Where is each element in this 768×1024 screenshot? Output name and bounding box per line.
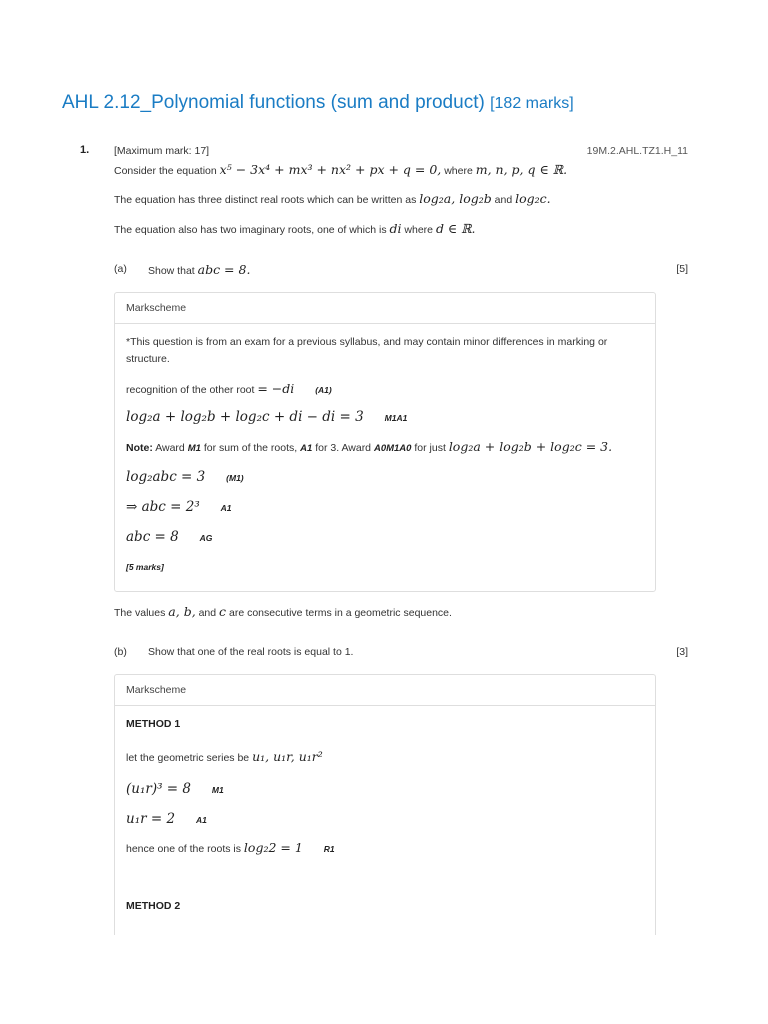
ms-b-line-2-math: (u₁r)³ = 8 [126, 781, 191, 797]
roots-pre: The equation has three distinct real roots which can be written as [114, 194, 417, 206]
roots-math: log₂a, log₂b [419, 191, 492, 206]
ms-a-line-1-mark: (A1) [315, 385, 332, 395]
ms-a-note-t4: for just [414, 442, 446, 454]
ms-a-line-1-math: = −di [257, 381, 295, 396]
ms-a-line-5-math: abc = 8 [126, 529, 179, 545]
ms-a-line-1 [126, 381, 332, 396]
between-and: and [198, 607, 217, 619]
ms-a-line-5 [126, 529, 212, 545]
question-number: 1. [80, 144, 90, 156]
markscheme-a [114, 292, 656, 592]
markscheme-b-header: Markscheme [115, 675, 655, 706]
part-a-text-pre: Show that [148, 265, 195, 277]
ms-a-note-math: log₂a + log₂b + log₂c = 3. [448, 439, 613, 454]
ms-a-line-2-mark: M1A1 [384, 413, 408, 423]
roots-and: and [494, 194, 513, 206]
total-marks: [182 marks] [490, 95, 574, 112]
ms-a-note-a0: A0M1A0 [373, 443, 412, 454]
markscheme-a-header: Markscheme [115, 293, 655, 324]
ms-a-note-line-2: structure. [126, 353, 170, 365]
ms-b-line-3-mark: A1 [195, 815, 207, 825]
part-b-marks: [3] [676, 646, 688, 658]
roots-math-2: log₂c. [515, 191, 551, 206]
between-pre: The values [114, 607, 166, 619]
ms-a-note-t3: for 3. Award [315, 442, 372, 454]
question-roots [114, 191, 551, 206]
ms-b-line-4 [126, 840, 335, 855]
ms-b-line-4-math: log₂2 = 1 [243, 840, 303, 855]
intro-post: where [444, 165, 473, 177]
markscheme-b [114, 674, 656, 935]
ms-b-line-4-text: hence one of the roots is [126, 843, 241, 855]
ms-a-note-a1: A1 [300, 443, 313, 454]
ms-b-line-3 [126, 811, 207, 827]
question-intro [114, 162, 567, 177]
part-b-text: Show that one of the real roots is equal to 1. [148, 646, 354, 658]
part-a-marks: [5] [676, 263, 688, 275]
part-a-label: (a) [114, 263, 127, 275]
ms-a-line-1-text: recognition of the other root [126, 384, 255, 396]
ms-a-line-2-math: log₂a + log₂b + log₂c + di − di = 3 [126, 409, 364, 425]
ms-a-note-t1: Award [155, 442, 185, 454]
ms-a-line-4-mark: A1 [220, 503, 232, 513]
ms-b-line-3-math: u₁r = 2 [126, 811, 176, 827]
part-a-text [148, 262, 250, 277]
ms-b-method-1: METHOD 1 [126, 718, 181, 730]
intro-pre: Consider the equation [114, 165, 217, 177]
between-text [114, 604, 452, 619]
ms-a-line-2 [126, 409, 407, 425]
ms-b-line-1-math: u₁, u₁r, u₁r² [252, 749, 323, 764]
max-mark: [Maximum mark: 17] [114, 145, 210, 157]
ms-b-line-2 [126, 781, 224, 797]
ms-b-line-2-mark: M1 [211, 785, 224, 795]
ms-a-line-3-mark: (M1) [226, 473, 244, 483]
ms-a-total-text: [5 marks] [126, 562, 164, 572]
ms-a-line-4 [126, 499, 232, 515]
intro-equation: x⁵ − 3x⁴ + mx³ + nx² + px + q = 0, [219, 162, 442, 177]
ms-a-line-5-mark: AG [199, 533, 213, 543]
part-b-label: (b) [114, 646, 127, 658]
ms-a-note [126, 439, 612, 454]
imag-math: di [389, 221, 402, 236]
imag-pre: The equation also has two imaginary roots, one of which is [114, 224, 387, 236]
question-code: 19M.2.AHL.TZ1.H_11 [586, 145, 688, 157]
page-title-text: AHL 2.12_Polynomial functions (sum and product) [62, 92, 485, 113]
ms-b-method-2: METHOD 2 [126, 900, 181, 912]
ms-a-line-3 [126, 469, 244, 485]
ms-a-note-label: Note: [126, 442, 153, 454]
ms-b-line-1-text: let the geometric series be [126, 752, 250, 764]
intro-condition: m, n, p, q ∈ ℝ. [475, 162, 568, 177]
imag-condition: d ∈ ℝ. [435, 221, 476, 236]
ms-a-line-4-math: ⇒ abc = 2³ [126, 499, 200, 515]
page-title [62, 92, 574, 114]
ms-a-total [126, 561, 164, 573]
ms-a-note-m1: M1 [187, 443, 201, 454]
ms-b-line-4-mark: R1 [323, 844, 335, 854]
question-imag [114, 221, 476, 236]
ms-a-line-3-math: log₂abc = 3 [126, 469, 206, 485]
imag-where: where [404, 224, 434, 236]
between-post: are consecutive terms in a geometric sequence. [228, 607, 452, 619]
between-math-2: c [219, 604, 227, 619]
between-math: a, b, [168, 604, 196, 619]
ms-b-line-1 [126, 749, 323, 764]
ms-a-note-t2: for sum of the roots, [203, 442, 298, 454]
part-a-math: abc = 8. [197, 262, 251, 277]
ms-a-note-line-1: *This question is from an exam for a previous syllabus, and may contain minor differences in marking or [126, 336, 608, 348]
